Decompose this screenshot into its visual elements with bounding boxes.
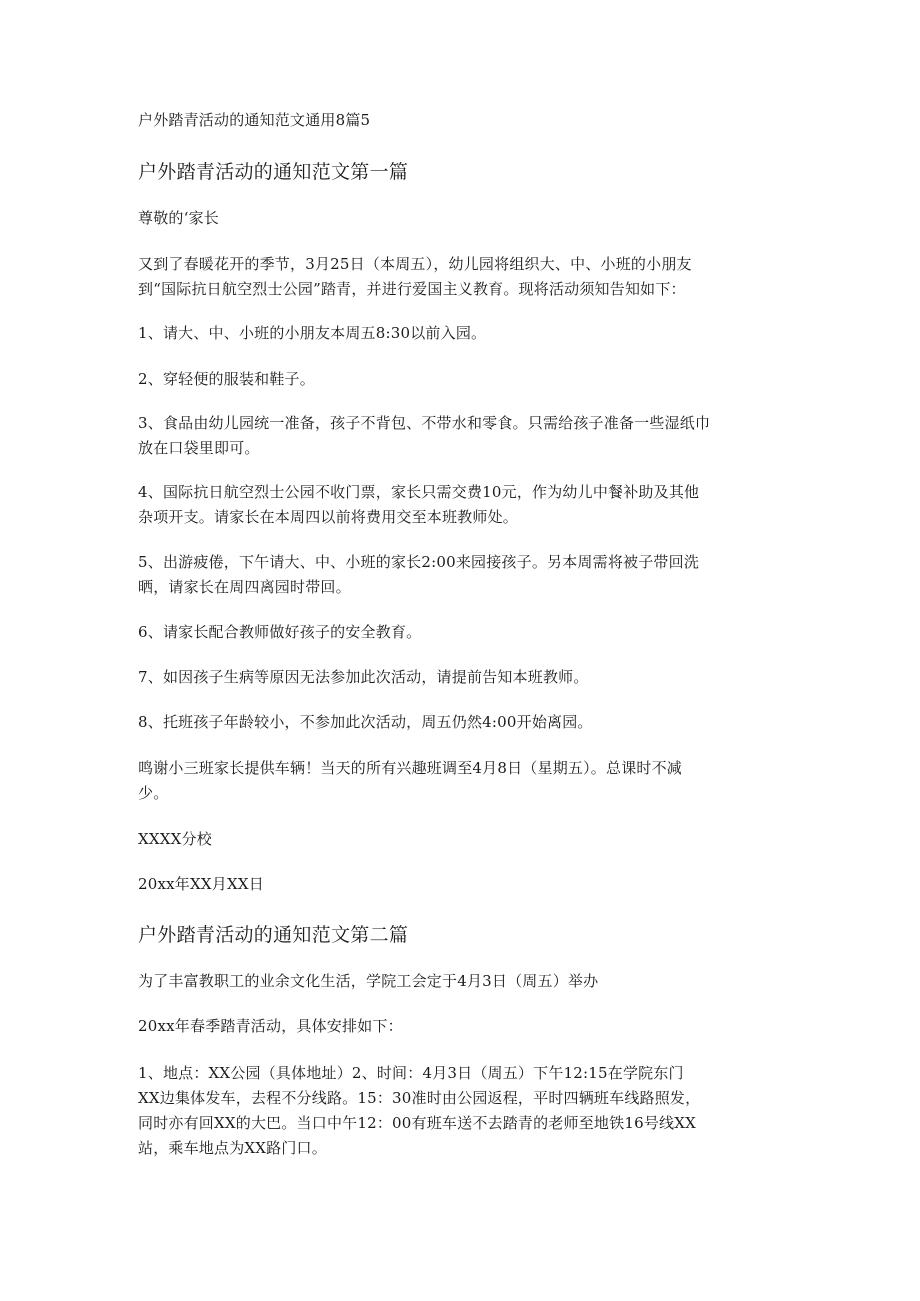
thanks-line-2: 少。 [138, 784, 169, 802]
item-7: 7、如因孩子生病等原因无法参加此次活动，请提前告知本班教师。 [138, 668, 589, 686]
item-2: 2、穿轻便的服装和鞋子。 [138, 370, 315, 388]
section1-heading: 户外踏青活动的通知范文第一篇 [138, 161, 409, 183]
section2-para-1: 为了丰富教职工的业余文化生活，学院工会定于4月3日（周五）举办 [138, 972, 599, 990]
item-6: 6、请家长配合教师做好孩子的安全教育。 [138, 623, 422, 641]
item-5-line-1: 5、出游疲倦，下午请大、中、小班的家长2:00来园接孩子。另本周需将被子带回洗 [138, 553, 700, 571]
item-4-line-2: 杂项开支。请家长在本周四以前将费用交至本班教师处。 [138, 508, 519, 526]
item-5-line-2: 晒，请家长在周四离园时带回。 [138, 578, 351, 596]
item-4-line-1: 4、国际抗日航空烈士公园不收门票，家长只需交费10元，作为幼儿中餐补助及其他 [138, 483, 700, 501]
section2-para-3-line-1: 1、地点：XX公园（具体地址）2、时间：4月3日（周五）下午12:15在学院东门 [138, 1064, 684, 1082]
section2-heading: 户外踏青活动的通知范文第二篇 [138, 924, 409, 946]
intro-line-1: 又到了春暖花开的季节，3月25日（本周五），幼儿园将组织大、中、小班的小朋友 [138, 255, 692, 273]
date: 20xx年XX月XX日 [138, 875, 264, 893]
item-3-line-2: 放在口袋里即可。 [138, 439, 260, 457]
item-8: 8、托班孩子年龄较小，不参加此次活动，周五仍然4:00开始离园。 [138, 713, 593, 731]
section2-para-3-line-4: 站，乘车地点为XX路门口。 [138, 1139, 327, 1157]
document-title: 户外踏青活动的通知范文通用8篇5 [138, 111, 371, 129]
item-1: 1、请大、中、小班的小朋友本周五8:30以前入园。 [138, 324, 487, 342]
salutation: 尊敬的‘家长 [138, 209, 219, 227]
thanks-line-1: 鸣谢小三班家长提供车辆！当天的所有兴趣班调至4月8日（星期五）。总课时不减 [138, 759, 682, 777]
section2-para-2: 20xx年春季踏青活动，具体安排如下： [138, 1017, 403, 1035]
intro-line-2: 到“国际抗日航空烈士公园”踏青，并进行爱国主义教育。现将活动须知告知如下： [138, 280, 686, 298]
signature: XXXX分校 [138, 830, 212, 848]
item-3-line-1: 3、食品由幼儿园统一准备，孩子不背包、不带水和零食。只需给孩子准备一些湿纸巾 [138, 414, 711, 432]
section2-para-3-line-2: XX边集体发车，去程不分线路。15：30准时由公园返程，平时四辆班车线路照发， [138, 1089, 701, 1107]
section2-para-3-line-3: 同时亦有回XX的大巴。当口中午12：00有班车送不去踏青的老师至地铁16号线XX [138, 1114, 696, 1132]
